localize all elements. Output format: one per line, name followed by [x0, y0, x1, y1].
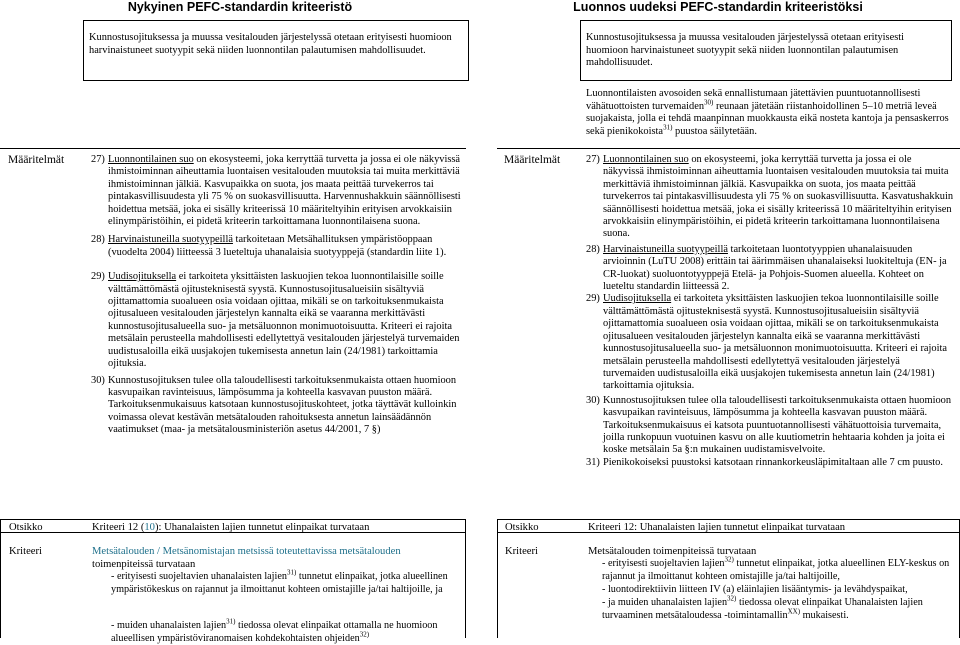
def-number: 30) — [586, 394, 600, 406]
bullet-text: tunnetut elinpaikat, jotka alueellinen ympäristökeskus on rajannut ja ilmoittanut kohteen omistajille ja/tai haltijoille, ja — [111, 571, 448, 595]
def-term: Harvinaistuneilla suotyypeillä — [603, 243, 728, 255]
right-def-27 — [586, 154, 954, 241]
criterion-title — [92, 521, 464, 534]
right-definitions — [586, 154, 954, 469]
def-number: 29) — [586, 293, 600, 305]
def-number: 28) — [91, 234, 105, 246]
def-text: Pienikokoiseksi puustoksi katsotaan rinnankorkeusläpimitaltaan alle 7 cm puusto. — [603, 456, 943, 468]
left-top-text: Kunnostusojituksessa ja muussa vesitalouden järjestelyssä otetaan erityisesti huomioon harvinaistuneet suotyypit sekä niiden luonnontilan palautumisen mahdollisuudet. — [89, 32, 452, 56]
right-extra-part2: reunaan jätetään riistanhoidollinen 5–10 metriä leveä suojakaista, jolla ei tehdä maanpinnan muokkausta eikä nosteta kantoja ja pensaskerros sekä pienikokoista — [586, 100, 949, 137]
bottom-right-table — [497, 519, 960, 638]
bullet-text: mukaisesti. — [800, 609, 849, 621]
bullet-text: tiedossa olevat elinpaikat Uhanalaisten lajien turvaaminen metsätaloudessa -toimintamallin — [602, 597, 923, 621]
right-extra-part1: Luonnontilaisten avosoiden sekä ennallistumaan jätettävien puuntuotannollisesti vähätuottoisten turvemaiden — [586, 88, 921, 112]
criterion-intro: Metsätalouden toimenpiteissä turvataan — [588, 546, 757, 557]
right-def-28 — [586, 244, 954, 294]
right-top-box — [580, 20, 952, 81]
criterion-title: Kriteeri 12: Uhanalaisten lajien tunnetut elinpaikat turvataan — [588, 522, 846, 533]
right-def-31 — [586, 457, 954, 469]
footnote-ref: 31) — [286, 568, 297, 577]
title-part: ): Uhanalaisten lajien tunnetut elinpaikat turvataan — [154, 522, 370, 533]
right-def-30 — [586, 395, 954, 457]
footnote-ref: 32) — [724, 555, 734, 564]
right-divider — [497, 148, 960, 149]
right-top-text: Kunnostusojituksessa ja muussa vesitalouden järjestelyssä otetaan erityisesti huomioon harvinaistuneet suotyypit sekä niiden luonnontilan palautumisen mahdollisuudet. — [586, 32, 905, 68]
criterion-bullet-1 — [111, 568, 461, 596]
title-number: 10 — [144, 522, 155, 533]
kriteeri-label: Kriteeri — [9, 546, 42, 557]
footnote-ref: 31) — [226, 617, 236, 626]
def-text: Kunnostusojituksen tulee olla taloudellisesti tarkoituksenmukaista ottaen huomioon kasvupaikan ravinteisuus, lämpösumma ja kohteella kasvavan puuston määrä. Tarkoituksenmukaisuus ei katsota puuntuotannollisesti vähätuottoisia turvemaita, joilla runkopuun vuotuinen kasvu on alle kuutiometrin hehtaaria kohden ja joita ei koske metsälain 5a §:n mukainen uudistamisvelvoite. — [603, 394, 952, 456]
bullet-text: - ja muiden uhanalaisten lajien — [602, 597, 728, 608]
left-divider — [0, 148, 466, 149]
right-extra-part3: puustoa säilytetään. — [672, 125, 757, 137]
def-number: 28) — [586, 243, 600, 255]
def-number: 29) — [91, 271, 105, 283]
bullet-text: - erityisesti suojeltavien lajien — [602, 558, 725, 569]
def-term: Luonnontilainen suo — [603, 154, 689, 165]
left-definitions-label: Määritelmät — [8, 154, 65, 166]
left-def-29 — [91, 271, 469, 370]
kriteeri-label: Kriteeri — [505, 546, 538, 557]
right-column-title: Luonnos uudeksi PEFC-standardin kriteeristöksi — [573, 0, 863, 14]
criterion-bullet-2 — [111, 617, 461, 645]
otsikko-label: Otsikko — [505, 522, 539, 533]
right-definitions-label: Määritelmät — [504, 154, 561, 166]
def-term: Uudisojituksella — [108, 271, 177, 283]
footnote-ref: XX) — [787, 607, 801, 616]
def-term: Luonnontilainen suo — [108, 154, 194, 165]
def-text: on ekosysteemi, joka kerryttää turvetta ja jossa ei ole näkyvissä ihmistoiminnan aiheuttamia luontaisen vesitalouden muutoksia tai muita merkittäviä ihmistoiminnan jälkiä. Kasvupaikka on suota, jos maata peittää turvekerros tai pintakasvillisuudesta yli 75 % on suokasvillisuutta. Kasvatushakkuin säännöllisesti hoidettua metsää, joka ei sisälly kriteerissä 10 määriteltyihin erityisen arvokkaisiin elinympäristöihin, ei pidetä kriteerin tarkoittamana luonnontilaisena suona. — [603, 154, 954, 240]
left-column-title: Nykyinen PEFC-standardin kriteeristö — [127, 0, 353, 14]
right-extra-paragraph — [586, 88, 952, 138]
def-text: tarkoitetaan Metsähallituksen ympäristöoppaan (vuodelta 2004) liitteessä 3 lueteltuja uhanalaisia suotyyppejä (standardin liite 1). — [108, 234, 447, 258]
left-definitions — [91, 154, 469, 437]
footnote-ref: 31) — [663, 123, 673, 132]
footnote-ref: 32) — [359, 630, 370, 639]
otsikko-label: Otsikko — [9, 522, 43, 533]
criterion-bullet-2: - luontodirektiivin liitteen IV (a) eläinlajien lisääntymis- ja levähdyspaikat, — [602, 584, 908, 595]
def-number: 30) — [91, 374, 105, 386]
title-part: Kriteeri 12 ( — [92, 522, 145, 533]
criterion-bullet-3 — [602, 594, 954, 622]
bottom-left-table — [0, 519, 466, 644]
def-number: 27) — [91, 154, 105, 165]
criterion-orgs: Metsätalouden / Metsänomistajan metsissä toteutettavissa metsätalouden — [92, 546, 401, 557]
bullet-text: tunnetut elinpaikat, jotka alueellinen ELY-keskus on rajannut ja ilmoittanut kohteen omistajille ja/tai haltijoille, — [602, 558, 950, 582]
left-top-box — [83, 20, 469, 81]
criterion-intro-rest: toimenpiteissä turvataan — [92, 559, 196, 570]
def-text: tarkoitetaan luontotyyppien uhanalaisuuden arvioinnin (LuTU 2008) erittäin tai äärimmäisen uhanalaiseksi luokiteltuja (EN- ja CR-luokat) suoluontotyyppejä Etelä- ja Pohjois-Suomen alueella. Kohteet on lueteltu standardin liitteessä 2. — [603, 243, 947, 293]
bullet-text: - muiden uhanalaisten lajien — [111, 620, 227, 631]
left-def-30 — [91, 375, 469, 437]
bullet-text: tiedossa olevat elinpaikat ottamalla ne huomioon alueellisen ympäristöviranomaisen kohdekohtaisten ohjeiden — [111, 620, 438, 644]
left-def-28 — [91, 234, 469, 259]
def-term: Uudisojituksella — [603, 293, 672, 305]
criterion-bullet-1 — [602, 555, 954, 583]
footnote-ref: 30) — [704, 98, 714, 107]
footnote-ref: 32) — [727, 594, 737, 603]
criterion-intro — [92, 545, 464, 571]
def-text: Kunnostusojituksen tulee olla taloudellisesti tarkoituksenmukaista ottaen huomioon kasvupaikan ravinteisuus, lämpösumma ja kohteella kasvavan puuston määrä. Tarkoituksenmukaisuus katsotaan kunnostusojituskohteet, jotka täyttävät kulloinkin voimassa olevat kestävän metsätalouden rahoituksesta annetun lainsäädännön vaatimukset (maa- ja metsätalousministeriön asetus 44/2001, 7 §) — [108, 374, 457, 436]
def-number: 27) — [586, 154, 600, 165]
def-text: ei tarkoiteta yksittäisten laskuojien tekoa luonnontilaisille soille välttämättömästä ojitusteknisestä syystä. Kunnostusojitusalueisiin sisältyviä ojittamattomia suoalueen osia voidaan ojittaa, mikäli se on tarkoituksenmukaista ojitusalueen vesitalouden järjestelyn kannalta eikä se vaaranna merkittävästi kunnostusojitusalueella suo- ja metsäluonnon monimuotoisuutta. Kriteeri ei rajoita metsälain perusteella mahdollisesti edellytettyä vesitalouden järjestelyä turvemaiden uudistusaloilla eikä uusjakojen tukemisesta annetun lain (24/1981) tarkoittamia ojituksia. — [108, 271, 460, 370]
def-term: Harvinaistuneilla suotyypeillä — [108, 234, 233, 246]
left-def-27 — [91, 154, 469, 228]
def-text: ei tarkoiteta yksittäisten laskuojien tekoa luonnontilaisille soille välttämättömästä ojitusteknisestä syystä. Kunnostusojitusalueisiin sisältyviä ojittamattomia suoalueen osia voidaan ojittaa, mikäli se on tarkoituksenmukaista ojitusalueen vesitalouden järjestelyn kannalta eikä se vaaranna merkittävästi kunnostusojitusalueella suo- ja metsäluonnon monimuotoisuutta. Kriteeri ei rajoita metsälain perusteella mahdollisesti edellytettyä vesitalouden järjestelyä turvemaiden uudistusaloilla eikä uusjakojen tukemisesta annetun lain (24/1981) tarkoittamia ojituksia. — [603, 293, 947, 392]
def-text: on ekosysteemi, joka kerryttää turvetta ja jossa ei ole näkyvissä ihmistoiminnan aiheuttamia luontaisen vesitalouden muutoksia tai muita merkittäviä ihmistoiminnan jälkiä. Kasvupaikka on suota, jos maata peittää turvekerros tai pintakasvillisuudesta yli 75 % on suokasvillisuutta. Harvennushakkuin säännöllisesti hoidettua metsää, joka ei sisälly kriteerissä 10 määriteltyihin erityisen arvokkaisiin elinympäristöihin, ei pidetä kriteerin tarkoittamana luonnontilaisena suona. — [108, 154, 461, 228]
def-number: 31) — [586, 456, 600, 468]
bullet-text: - erityisesti suojeltavien uhanalaisten lajien — [111, 571, 287, 582]
right-def-29 — [586, 293, 954, 392]
